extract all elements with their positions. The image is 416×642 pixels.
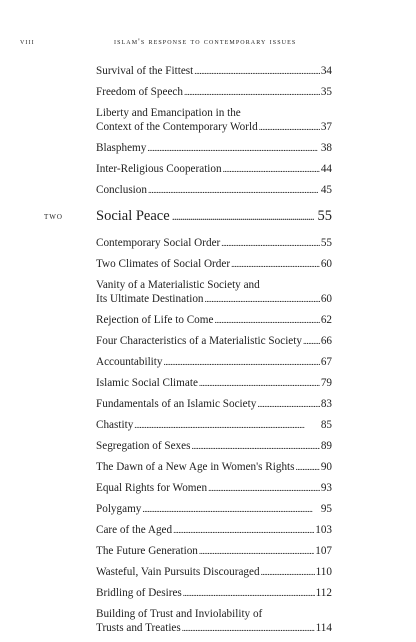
toc-entry-title: The Dawn of a New Age in Women's Rights <box>96 461 295 473</box>
toc-entry[interactable] <box>96 236 332 250</box>
toc-entry[interactable] <box>96 85 332 99</box>
toc-entry[interactable] <box>96 460 332 474</box>
toc-entry-row <box>96 621 332 635</box>
leader-dots <box>182 621 315 635</box>
leader-dots <box>303 334 320 348</box>
toc-entry-page: 38 <box>320 142 332 154</box>
toc-entry-title: Two Climates of Social Order <box>96 258 231 270</box>
toc-entry[interactable] <box>96 502 332 516</box>
toc-entry-page: 85 <box>320 419 332 431</box>
toc-entry-row <box>96 355 332 369</box>
toc-entry-row <box>96 418 332 432</box>
toc-entry-page: 37 <box>320 121 332 133</box>
toc-entry[interactable] <box>96 334 332 348</box>
toc-entry-row <box>96 120 332 134</box>
toc-entry-title: Inter-Religious Cooperation <box>96 163 222 175</box>
leader-dots <box>194 64 320 78</box>
toc-entry-title-line: Vanity of a Materialistic Society and <box>96 279 260 291</box>
toc-entry-row <box>96 183 332 197</box>
toc-entry-title: Bridling of Desires <box>96 587 182 599</box>
leader-dots <box>257 397 319 411</box>
toc-entry-page: 62 <box>320 314 332 326</box>
toc-entry-title: Care of the Aged <box>96 524 173 536</box>
toc-entry[interactable] <box>96 313 332 327</box>
leader-dots <box>172 207 316 225</box>
toc-entry-title: Wasteful, Vain Pursuits Discouraged <box>96 566 260 578</box>
toc-entry-row <box>96 481 332 495</box>
leader-dots <box>199 376 320 390</box>
leader-dots <box>221 236 320 250</box>
toc-entry-row <box>96 334 332 348</box>
toc-entry-row <box>96 565 332 579</box>
toc-entry-page: 83 <box>320 398 332 410</box>
toc-entry-page: 66 <box>320 335 332 347</box>
leader-dots <box>223 162 320 176</box>
leader-dots <box>183 586 315 600</box>
toc-entry[interactable] <box>96 397 332 411</box>
toc-entry-row <box>96 502 332 516</box>
toc-entry-title: Context of the Contemporary World <box>96 121 258 133</box>
toc-entry-title: Conclusion <box>96 184 147 196</box>
toc-entry-row <box>96 544 332 558</box>
toc-entry-title: Polygamy <box>96 503 142 515</box>
toc-entry-row <box>96 292 332 306</box>
leader-dots <box>205 292 320 306</box>
toc-entry-page: 34 <box>320 65 332 77</box>
toc-entry[interactable] <box>96 106 332 134</box>
leader-dots <box>231 257 320 271</box>
chapter-heading[interactable] <box>0 207 416 227</box>
toc-entry-row <box>96 460 332 474</box>
toc-entry-page: 107 <box>315 545 332 557</box>
toc-entry[interactable] <box>96 183 332 197</box>
toc-entry-page: 60 <box>320 258 332 270</box>
toc-entry[interactable] <box>96 523 332 537</box>
leader-dots <box>199 544 314 558</box>
toc-entry-row <box>96 313 332 327</box>
toc-entry-row <box>96 439 332 453</box>
toc-entry-title: Its Ultimate Destination <box>96 293 204 305</box>
toc-entry-title-line: Building of Trust and Inviolability of <box>96 608 263 620</box>
toc-entry-title: Fundamentals of an Islamic Society <box>96 398 257 410</box>
toc-entry-title: The Future Generation <box>96 545 198 557</box>
leader-dots <box>134 418 320 432</box>
toc-entry-page: 112 <box>315 587 332 599</box>
leader-dots <box>296 460 320 474</box>
toc-entry-title: Survival of the Fittest <box>96 65 194 77</box>
toc-section-before <box>0 64 416 197</box>
toc-entry-title-line: Liberty and Emancipation in the <box>96 107 241 119</box>
toc-entry-row <box>96 85 332 99</box>
leader-dots <box>259 120 320 134</box>
toc-entry-row <box>96 162 332 176</box>
running-title: islam's response to contemporary issues <box>114 36 297 46</box>
toc-entry-page: 89 <box>320 440 332 452</box>
toc-entry-title: Contemporary Social Order <box>96 237 221 249</box>
toc-entry[interactable] <box>96 481 332 495</box>
toc-entry[interactable] <box>96 355 332 369</box>
toc-entry-page: 35 <box>320 86 332 98</box>
toc-entry-page: 55 <box>320 237 332 249</box>
toc-entry[interactable] <box>96 257 332 271</box>
toc-entry-page: 45 <box>320 184 332 196</box>
toc-entry-row <box>96 64 332 78</box>
page-folio: viii <box>20 36 35 46</box>
leader-dots <box>208 481 320 495</box>
toc-entry-title: Four Characteristics of a Materialistic Society <box>96 335 302 347</box>
leader-dots <box>173 523 314 537</box>
toc-entry-page: 79 <box>320 377 332 389</box>
toc-entry[interactable] <box>96 376 332 390</box>
toc-entry[interactable] <box>96 141 332 155</box>
toc-entry-title: Chastity <box>96 419 134 431</box>
toc-entry-page: 93 <box>320 482 332 494</box>
chapter-page: 55 <box>317 208 332 224</box>
chapter-title-row <box>96 207 332 225</box>
toc-entry-row <box>96 586 332 600</box>
toc-entry[interactable] <box>96 64 332 78</box>
table-of-contents <box>0 64 416 642</box>
toc-entry-page: 114 <box>315 622 332 634</box>
leader-dots <box>164 355 320 369</box>
leader-dots <box>142 502 319 516</box>
toc-entry[interactable] <box>96 418 332 432</box>
leader-dots <box>148 183 320 197</box>
toc-entry-page: 44 <box>320 163 332 175</box>
leader-dots <box>214 313 319 327</box>
running-header <box>20 36 396 50</box>
toc-entry-title: Trusts and Treaties <box>96 622 181 634</box>
toc-entry[interactable] <box>96 544 332 558</box>
toc-entry-page: 60 <box>320 293 332 305</box>
toc-entry[interactable] <box>96 586 332 600</box>
toc-entry-page: 95 <box>320 503 332 515</box>
toc-entry-row <box>96 141 332 155</box>
toc-entry-title: Blasphemy <box>96 142 147 154</box>
toc-entry[interactable] <box>96 162 332 176</box>
toc-entry-page: 103 <box>315 524 332 536</box>
toc-entry-row <box>96 376 332 390</box>
toc-entry-page: 90 <box>320 461 332 473</box>
toc-entry-row <box>96 257 332 271</box>
chapter-title: Social Peace <box>96 208 170 224</box>
toc-entry-title: Rejection of Life to Come <box>96 314 214 326</box>
toc-entry-title: Islamic Social Climate <box>96 377 198 389</box>
chapter-number: two <box>44 211 63 222</box>
toc-section-after <box>0 236 416 635</box>
leader-dots <box>191 439 319 453</box>
toc-entry-title: Segregation of Sexes <box>96 440 191 452</box>
toc-entry[interactable] <box>96 607 332 635</box>
toc-entry[interactable] <box>96 565 332 579</box>
toc-entry[interactable] <box>96 439 332 453</box>
toc-entry[interactable] <box>96 278 332 306</box>
leader-dots <box>184 85 320 99</box>
toc-entry-page: 110 <box>315 566 332 578</box>
toc-entry-row <box>96 397 332 411</box>
toc-entry-title: Freedom of Speech <box>96 86 183 98</box>
toc-entry-page: 67 <box>320 356 332 368</box>
leader-dots <box>261 565 315 579</box>
toc-entry-title: Equal Rights for Women <box>96 482 208 494</box>
toc-entry-row <box>96 523 332 537</box>
leader-dots <box>147 141 319 155</box>
toc-entry-title: Accountability <box>96 356 163 368</box>
toc-entry-row <box>96 236 332 250</box>
